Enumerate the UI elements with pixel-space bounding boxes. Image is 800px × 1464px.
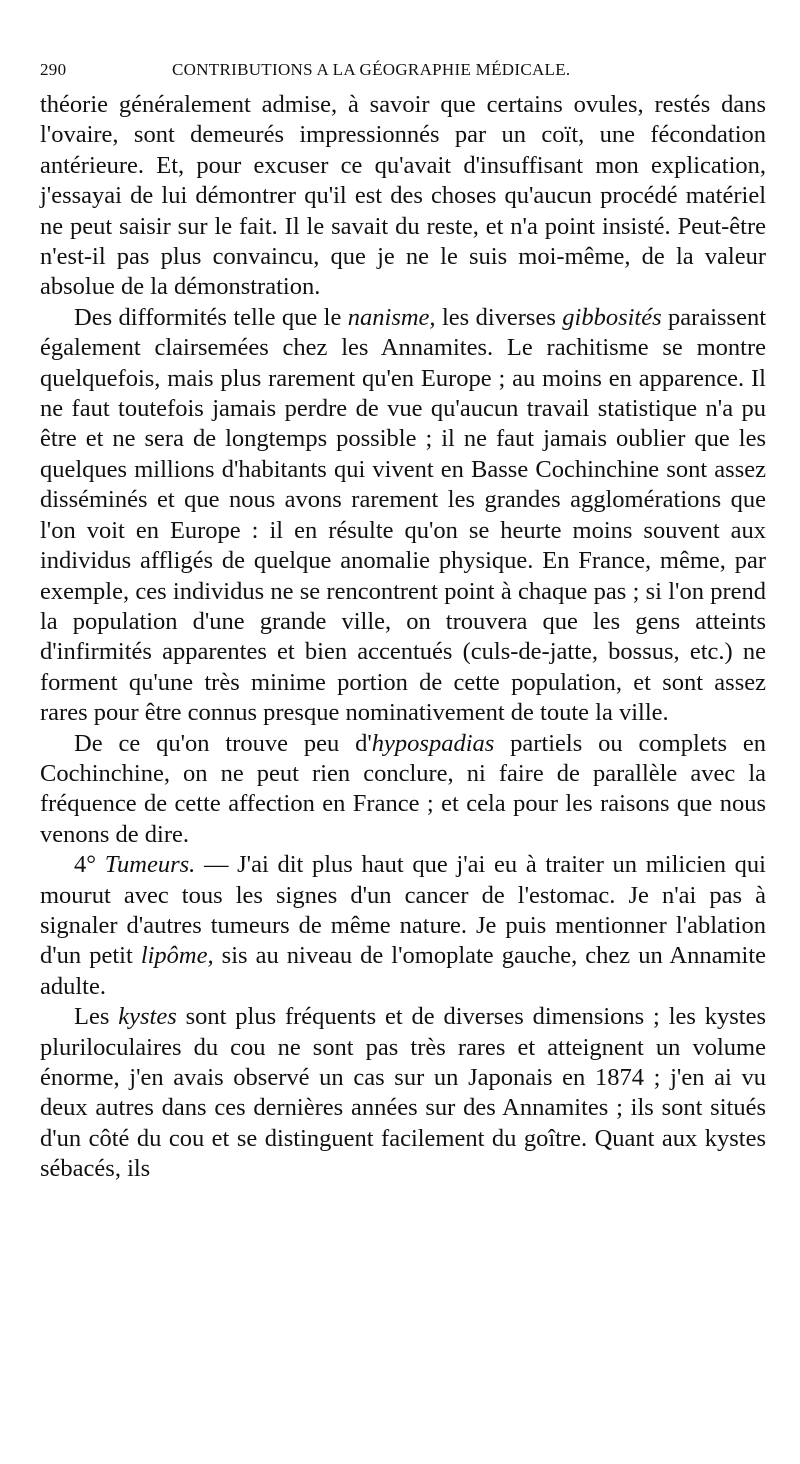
book-page xyxy=(40,60,766,1185)
paragraph-p2 xyxy=(40,303,766,729)
page-number: 290 xyxy=(40,60,67,79)
italic-term: kystes xyxy=(118,1003,177,1031)
text-run: sis au niveau de l'omoplate gauche, chez un Annamite adulte. xyxy=(40,942,766,1000)
paragraph-p1 xyxy=(40,90,766,303)
text-run: — J'ai dit plus haut que j'ai eu à traiter un milicien qui mourut avec tous les signes d'un cancer de l'estomac. Je n'ai pas à signaler d'autres tumeurs de même nature. Je puis mentionner l'ablation d'un petit xyxy=(40,851,766,970)
text-run: les diverses xyxy=(435,303,563,331)
text-run: sont plus fréquents et de diverses dimensions ; les kystes pluriloculaires du cou ne sont pas très rares et atteignent un volume énorme, j'en avais observé un cas sur un Japonais en 1874 ; j'en ai vu deux autres dans ces dernières années sur des Annamites ; ils sont situés d'un côté du cou et se distinguent facilement du goître. Quant aux kystes sébacés, ils xyxy=(40,1003,767,1183)
italic-term: Tumeurs. xyxy=(104,851,196,879)
running-head xyxy=(40,60,766,80)
running-title: CONTRIBUTIONS A LA GÉOGRAPHIE MÉDICALE. xyxy=(172,60,571,79)
paragraph-p4 xyxy=(40,850,766,1002)
text-run: partiels ou complets en Cochinchine, on ne peut rien conclure, ni faire de parallèle avec la fréquence de cette affection en France ; et cela pour les raisons que nous venons de dire. xyxy=(40,729,766,848)
text-run: Les xyxy=(74,1003,119,1031)
text-run: théorie généralement admise, à savoir que certains ovules, restés dans l'ovaire, sont demeurés impressionnés par un coït, une fécondation antérieure. Et, pour excuser ce qu'avait d'insuffisant mon explication, j'essayai de lui démontrer qu'il est des choses qu'aucun procédé matériel ne peut saisir sur le fait. Il le savait du reste, et n'a point insisté. Peut-être n'est-il pas plus convaincu, que je ne le suis moi-même, de la valeur absolue de la démonstration. xyxy=(40,91,766,301)
text-run: Des difformités telle que le xyxy=(74,303,348,331)
text-run: 4° xyxy=(74,851,105,879)
italic-term: nanisme, xyxy=(347,303,436,331)
body-text xyxy=(40,90,766,1185)
paragraph-p3 xyxy=(40,729,766,851)
italic-term: lipôme, xyxy=(140,942,214,970)
italic-term: hypospadias xyxy=(371,729,495,757)
paragraph-p5 xyxy=(40,1002,766,1184)
italic-term: gibbosités xyxy=(562,303,662,331)
text-run: paraissent également clairsemées chez les Annamites. Le rachitisme se montre quelquefois, mais plus rarement qu'en Europe ; au moins en apparence. Il ne faut toutefois jamais perdre de vue qu'aucun travail statistique n'a pu être et ne sera de longtemps possible ; il ne faut jamais oublier que les quelques millions d'habitants qui vivent en Basse Cochinchine sont assez disséminés et que nous avons rarement les grandes agglomérations que l'on voit en Europe : il en résulte qu'on se heurte moins souvent aux individus affligés de quelque anomalie physique. En France, même, par exemple, ces individus ne se rencontrent point à chaque pas ; si l'on prend la population d'une grande ville, on trouvera que les gens atteints d'infirmités apparentes et bien accentués (culs-de-jatte, bossus, etc.) ne forment qu'une très minime portion de cette population, et sont assez rares pour être connus presque nominativement de toute la ville. xyxy=(40,303,767,727)
text-run: De ce qu'on trouve peu d' xyxy=(74,729,372,757)
